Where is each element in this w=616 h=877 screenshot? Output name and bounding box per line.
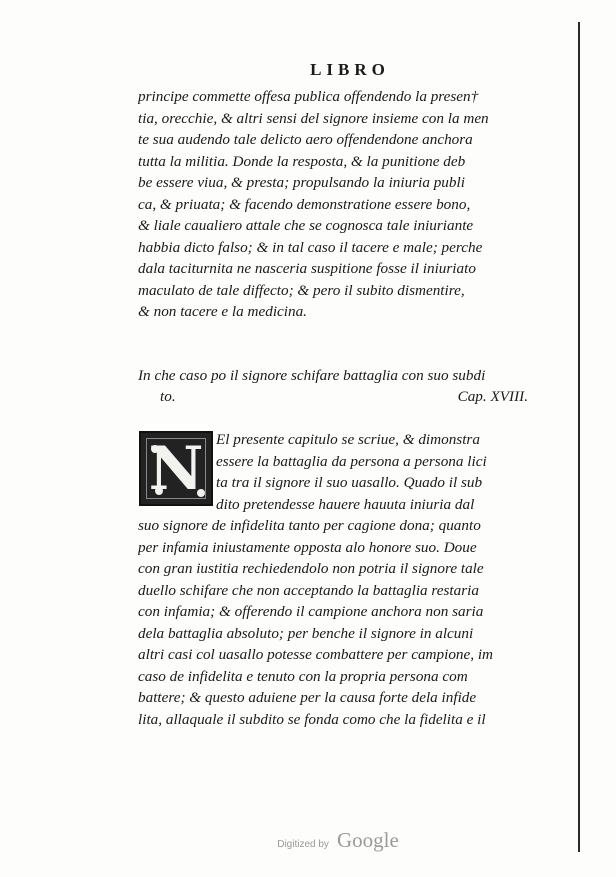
text-line: habbia dicto falso; & in tal caso il tacere e male; perche [138,238,483,256]
text-line: con infamia; & offerendo il campione anchora non saria [138,603,484,620]
paragraph-1 [138,86,538,323]
text-line: te sua audendo tale delicto aero offendendone anchora [138,131,473,148]
text-line: duello schifare che non acceptando la battaglia restaria [138,581,479,599]
text-line: tutta la militia. Donde la resposta, & la punitione deb [138,152,466,170]
chapter-title-end: to. [160,388,176,405]
text-line: tia, orecchie, & altri sensi del signore insieme con la men [138,109,489,127]
text-line: & liale caualiero attale che se cognosca tale iniuriante [138,217,474,234]
running-header [0,60,616,80]
digitization-watermark [0,828,616,853]
chapter-title-continuation [138,386,538,407]
text-line: essere la battaglia da persona a persona lici [216,452,487,470]
text-line: El presente capitulo se scriue, & dimonstra [216,431,480,448]
text-line: caso de infidelita e tenuto con la propria persona com [138,667,468,685]
text-line: principe commette offesa publica offendendo la presen† [138,88,479,105]
text-line: altri casi col uasallo potesse combattere per campione, im [138,646,494,663]
watermark-prefix: Digitized by [277,839,329,850]
google-logo: Google [336,828,399,852]
text-line: suo signore de infidelita tanto per cagione dona; quanto [138,517,481,534]
text-line: con gran iustitia rechiedendolo non potria il signore tale [138,560,484,577]
text-line: ca, & priuata; & facendo demonstratione essere bono, [138,195,471,213]
text-line: per infamia iniustamente opposta alo honore suo. Doue [138,538,477,556]
text-line: dela battaglia absoluto; per benche il signore in alcuni [138,624,474,642]
text-line: battere; & questo aduiene per la causa forte dela infide [138,689,477,706]
decorated-initial [139,431,213,506]
text-line: be essere viua, & presta; propulsando la iniuria publi [138,174,465,191]
page-edge-line [578,22,580,852]
initial-letter: N [148,433,204,504]
running-header-text: LIBRO [310,60,390,79]
text-line: ta tra il signore il suo uasallo. Quado il sub [216,474,483,491]
text-line: lita, allaquale il subdito se fonda como che la fidelita e il [138,710,486,728]
chapter-heading [138,365,538,407]
text-line: dito pretendesse hauere hauuta iniuria dal [216,495,475,513]
chapter-number: Cap. XVIII. [457,388,528,405]
text-line: & non tacere e la medicina. [138,303,307,320]
chapter-title: In che caso po il signore schifare battaglia con suo subdi [138,367,486,384]
text-line: dala taciturnita ne nasceria suspitione fosse il iniuriato [138,260,476,277]
text-line: maculato de tale diffecto; & pero il subito dismentire, [138,281,465,299]
